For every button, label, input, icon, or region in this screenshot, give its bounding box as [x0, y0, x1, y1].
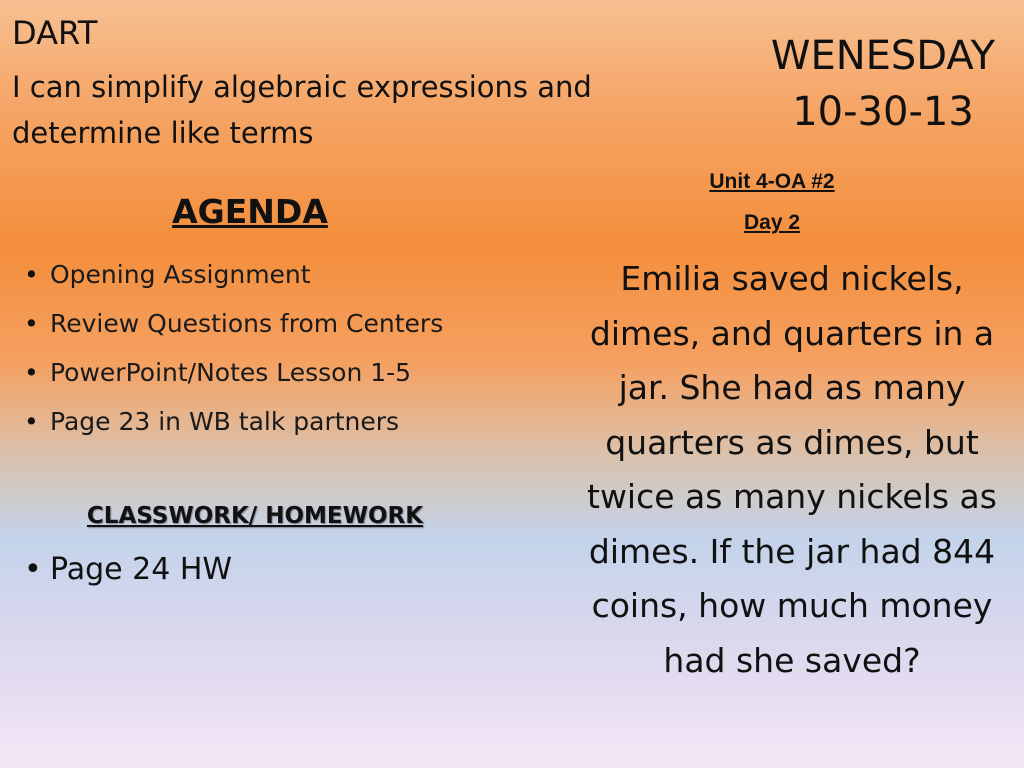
- bullet-icon: •: [24, 407, 39, 436]
- opening-problem-text: Emilia saved nickels, dimes, and quarters in a jar. She had as many quarters as dimes, but twice as many nickels as dimes. If the jar had 844 coins, how much money had she saved?: [587, 259, 997, 680]
- objective-text: I can simplify algebraic expressions and determine like terms: [12, 70, 592, 150]
- agenda-item: • Review Questions from Centers: [12, 299, 572, 348]
- bullet-icon: •: [24, 358, 39, 387]
- bullet-icon: •: [24, 260, 39, 289]
- bullet-icon: •: [24, 552, 42, 587]
- agenda-heading: AGENDA: [172, 192, 328, 231]
- weekday-label: WENESDAY: [770, 33, 996, 79]
- agenda-item: • Opening Assignment: [12, 250, 572, 299]
- agenda-item: • Page 23 in WB talk partners: [12, 397, 572, 446]
- agenda-list: [12, 250, 572, 446]
- homework-item: • Page 24 HW: [12, 548, 572, 592]
- classwork-heading: CLASSWORK/ HOMEWORK: [86, 503, 424, 529]
- agenda-item: • PowerPoint/Notes Lesson 1-5: [12, 348, 572, 397]
- date-block: [740, 28, 1024, 140]
- day-label: Day 2: [743, 211, 801, 234]
- unit-label: Unit 4-OA #2: [709, 170, 835, 193]
- bullet-icon: •: [24, 309, 39, 338]
- date-label: 10-30-13: [792, 89, 974, 135]
- dart-title: DART: [12, 14, 98, 52]
- homework-list: [12, 548, 572, 592]
